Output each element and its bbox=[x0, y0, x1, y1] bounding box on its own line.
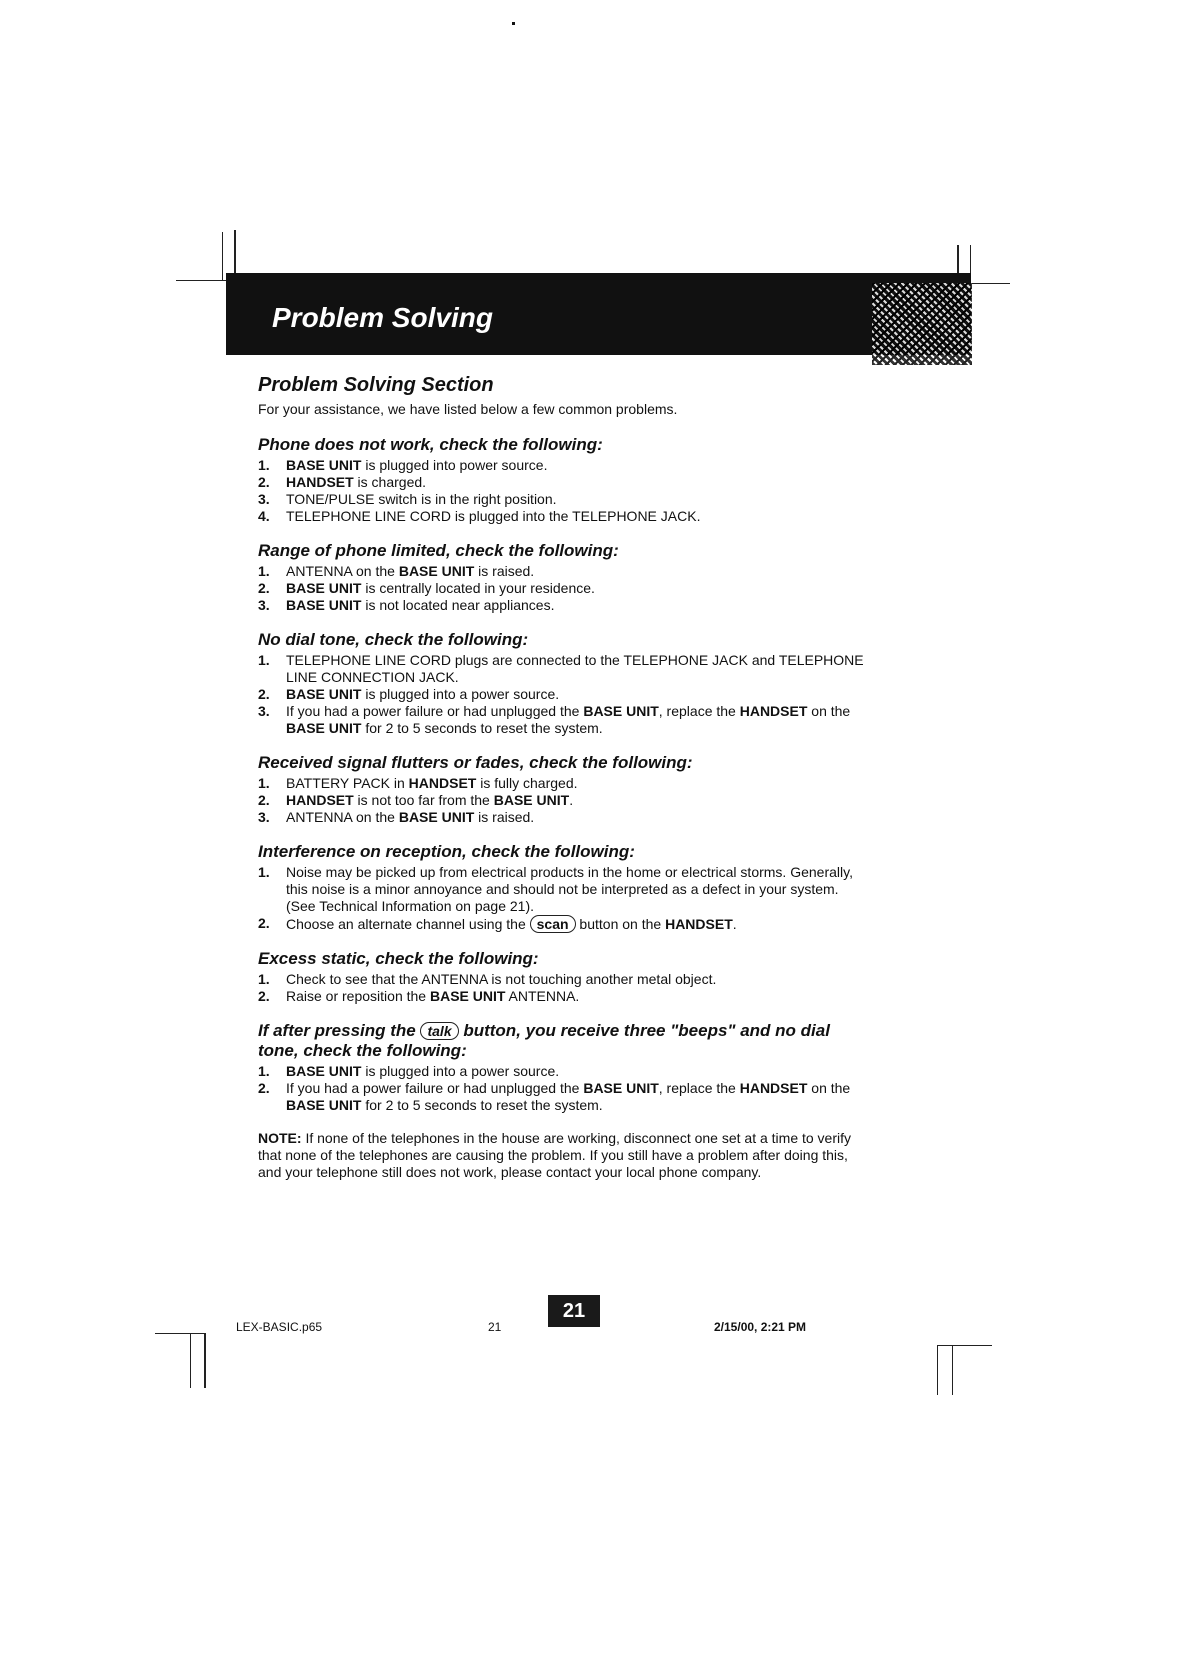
item-number: 2. bbox=[258, 988, 270, 1004]
item-text bbox=[286, 988, 579, 1005]
group-heading: Excess static, check the following: bbox=[258, 949, 539, 968]
text-segment: ANTENNA. bbox=[505, 988, 580, 1004]
group-heading: Interference on reception, check the following: bbox=[258, 842, 635, 861]
text-segment: is plugged into a power source. bbox=[361, 1063, 560, 1079]
text-segment: is plugged into a power source. bbox=[361, 686, 560, 702]
group-list bbox=[258, 775, 870, 826]
list-item bbox=[258, 491, 870, 508]
text-segment: BASE UNIT bbox=[398, 809, 475, 825]
item-text bbox=[286, 491, 557, 508]
item-text bbox=[286, 1063, 559, 1080]
list-item bbox=[258, 563, 870, 580]
list-item bbox=[258, 915, 870, 933]
page-title: Problem Solving bbox=[272, 302, 493, 333]
text-segment: is centrally located in your residence. bbox=[361, 580, 595, 596]
item-text bbox=[286, 971, 716, 988]
talk-list bbox=[258, 1063, 870, 1114]
text-segment: HANDSET bbox=[665, 916, 733, 932]
text-segment: for 2 to 5 seconds to reset the system. bbox=[361, 720, 603, 736]
text-segment: BASE UNIT bbox=[286, 580, 362, 596]
list-item bbox=[258, 809, 870, 826]
item-text bbox=[286, 864, 870, 915]
text-segment: is raised. bbox=[474, 563, 535, 579]
item-number: 3. bbox=[258, 809, 270, 825]
main-content bbox=[258, 374, 870, 1181]
list-item bbox=[258, 457, 870, 474]
printer-noise-pattern bbox=[872, 283, 972, 365]
text-segment: HANDSET bbox=[408, 775, 477, 791]
list-item bbox=[258, 703, 870, 737]
text-segment: is not too far from the bbox=[353, 792, 494, 808]
crop-mark bbox=[952, 1345, 953, 1395]
footer-date: 2/15/00, 2:21 PM bbox=[714, 1320, 807, 1334]
text-segment: If you had a power failure or had unplugged the bbox=[286, 1080, 584, 1096]
item-text bbox=[286, 508, 700, 525]
item-text bbox=[286, 686, 559, 703]
item-number: 1. bbox=[258, 457, 270, 473]
page-number-badge: 21 bbox=[548, 1295, 600, 1327]
item-text bbox=[286, 563, 534, 580]
text-segment: is not located near appliances. bbox=[361, 597, 555, 613]
text-segment: , replace the bbox=[658, 703, 740, 719]
text-segment: BASE UNIT bbox=[286, 597, 362, 613]
list-item bbox=[258, 971, 870, 988]
text-segment: on the bbox=[807, 703, 851, 719]
list-item bbox=[258, 1063, 870, 1080]
group-list bbox=[258, 563, 870, 614]
item-number: 3. bbox=[258, 491, 270, 507]
text-segment: BASE UNIT bbox=[398, 563, 475, 579]
text-segment: BASE UNIT bbox=[286, 1063, 362, 1079]
text-segment: . bbox=[732, 916, 737, 932]
crop-mark bbox=[937, 1345, 992, 1346]
text-segment: for 2 to 5 seconds to reset the system. bbox=[361, 1097, 603, 1113]
item-number: 2. bbox=[258, 474, 270, 490]
text-segment: TELEPHONE LINE CORD plugs are connected to the TELEPHONE JACK and TELEPHONE LINE CONNECTION JACK. bbox=[286, 652, 864, 685]
print-speck bbox=[512, 22, 515, 25]
group-heading: Received signal flutters or fades, check the following: bbox=[258, 753, 693, 772]
list-item bbox=[258, 775, 870, 792]
text-segment: BASE UNIT bbox=[583, 703, 659, 719]
group-heading: No dial tone, check the following: bbox=[258, 630, 529, 649]
item-number: 1. bbox=[258, 563, 270, 579]
footer-file: LEX-BASIC.p65 bbox=[236, 1320, 323, 1334]
item-number: 2. bbox=[258, 1080, 270, 1096]
list-item bbox=[258, 686, 870, 703]
text-segment: TONE/PULSE switch is in the right position. bbox=[286, 491, 557, 507]
list-item bbox=[258, 474, 870, 491]
item-text bbox=[286, 775, 578, 792]
text-segment: TELEPHONE LINE CORD is plugged into the TELEPHONE JACK. bbox=[286, 508, 701, 524]
text-segment: ANTENNA on the bbox=[286, 563, 399, 579]
section-intro: For your assistance, we have listed below a few common problems. bbox=[258, 401, 678, 417]
list-item bbox=[258, 597, 870, 614]
item-text bbox=[286, 652, 870, 686]
item-text bbox=[286, 597, 554, 614]
item-number: 3. bbox=[258, 597, 270, 613]
text-segment: BATTERY PACK in bbox=[286, 775, 409, 791]
list-item bbox=[258, 792, 870, 809]
text-segment: is plugged into power source. bbox=[361, 457, 548, 473]
crop-mark bbox=[970, 283, 1010, 284]
item-number: 2. bbox=[258, 915, 270, 931]
scan-key-icon: scan bbox=[530, 915, 576, 933]
item-number: 1. bbox=[258, 1063, 270, 1079]
text-segment: is charged. bbox=[353, 474, 427, 490]
section-title: Problem Solving Section bbox=[258, 374, 494, 396]
text-segment: BASE UNIT bbox=[429, 988, 506, 1004]
item-text bbox=[286, 792, 573, 809]
group-list bbox=[258, 971, 870, 1005]
text-segment: , replace the bbox=[658, 1080, 740, 1096]
talk-key-icon: talk bbox=[420, 1022, 458, 1040]
text-segment: on the bbox=[807, 1080, 851, 1096]
text-segment: BASE UNIT bbox=[583, 1080, 659, 1096]
text-segment: HANDSET bbox=[739, 1080, 808, 1096]
text-segment: Choose an alternate channel using the bbox=[286, 916, 530, 932]
text-segment: HANDSET bbox=[286, 792, 354, 808]
item-text bbox=[286, 1080, 870, 1114]
text-segment: is fully charged. bbox=[476, 775, 578, 791]
text-segment: HANDSET bbox=[286, 474, 354, 490]
item-number: 2. bbox=[258, 686, 270, 702]
item-text bbox=[286, 703, 870, 737]
crop-mark bbox=[190, 1333, 191, 1388]
item-number: 2. bbox=[258, 792, 270, 808]
text-segment: Raise or reposition the bbox=[286, 988, 430, 1004]
item-number: 1. bbox=[258, 652, 270, 668]
item-text bbox=[286, 809, 534, 826]
text-segment: is raised. bbox=[474, 809, 535, 825]
text-segment: . bbox=[569, 792, 574, 808]
footer-page: 21 bbox=[488, 1320, 502, 1334]
text-segment: BASE UNIT bbox=[493, 792, 570, 808]
group-list bbox=[258, 864, 870, 933]
list-item bbox=[258, 988, 870, 1005]
crop-mark bbox=[155, 1333, 205, 1334]
list-item bbox=[258, 580, 870, 597]
group-heading: Phone does not work, check the following: bbox=[258, 435, 603, 454]
group-list bbox=[258, 457, 870, 525]
problem-groups bbox=[258, 435, 870, 1005]
talk-heading: If after pressing the talk button, you receive three "beeps" and no dial tone, check the following: bbox=[258, 1021, 830, 1060]
item-text bbox=[286, 580, 595, 597]
item-number: 1. bbox=[258, 775, 270, 791]
text-segment: BASE UNIT bbox=[286, 720, 362, 736]
group-heading: Range of phone limited, check the following: bbox=[258, 541, 619, 560]
text-segment: BASE UNIT bbox=[286, 686, 362, 702]
crop-mark bbox=[937, 1345, 938, 1395]
text-segment: If you had a power failure or had unplugged the bbox=[286, 703, 584, 719]
text-segment: button on the bbox=[575, 916, 666, 932]
text-segment: HANDSET bbox=[739, 703, 808, 719]
text-segment: ANTENNA on the bbox=[286, 809, 399, 825]
text-segment: BASE UNIT bbox=[286, 457, 362, 473]
note: NOTE: If none of the telephones in the house are working, disconnect one set at a time to verify that none of the telephones are causing the problem. If you still have a problem after doing this, and your telephone still does not work, please contact your local phone company. bbox=[258, 1130, 852, 1180]
item-number: 1. bbox=[258, 864, 270, 880]
item-number: 2. bbox=[258, 580, 270, 596]
list-item bbox=[258, 652, 870, 686]
item-number: 3. bbox=[258, 703, 270, 719]
text-segment: Noise may be picked up from electrical products in the home or electrical storms. Generally, this noise is a minor annoyance and should not be interpreted as a defect in your system. (See Technical Information on page 21). bbox=[286, 864, 853, 914]
list-item bbox=[258, 864, 870, 915]
crop-mark bbox=[204, 1333, 206, 1388]
list-item bbox=[258, 1080, 870, 1114]
text-segment: BASE UNIT bbox=[286, 1097, 362, 1113]
item-text bbox=[286, 474, 426, 491]
item-number: 4. bbox=[258, 508, 270, 524]
item-text bbox=[286, 457, 547, 474]
crop-mark bbox=[222, 232, 223, 280]
item-number: 1. bbox=[258, 971, 270, 987]
group-list bbox=[258, 652, 870, 737]
text-segment: Check to see that the ANTENNA is not touching another metal object. bbox=[286, 971, 717, 987]
item-text bbox=[286, 915, 737, 933]
list-item bbox=[258, 508, 870, 525]
